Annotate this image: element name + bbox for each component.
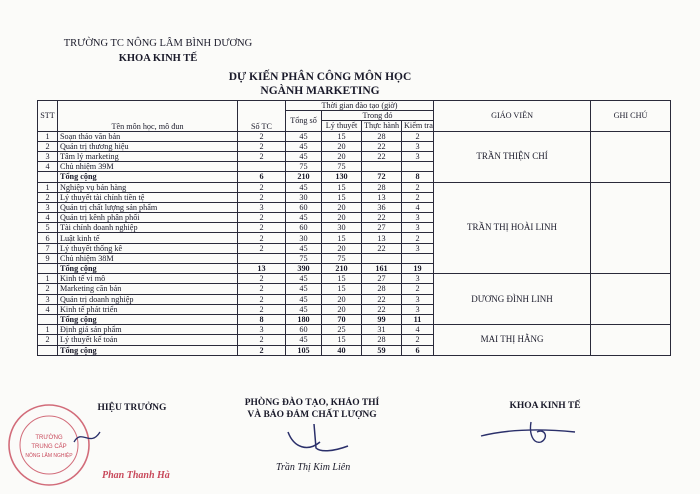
note-cell bbox=[591, 182, 671, 274]
cell-credits: 2 bbox=[238, 274, 286, 284]
total-stt bbox=[38, 345, 58, 355]
faculty-signature bbox=[475, 414, 595, 454]
cell-practice: 27 bbox=[362, 274, 402, 284]
total-practice: 59 bbox=[362, 345, 402, 355]
title-line-2: NGÀNH MARKETING bbox=[260, 85, 380, 97]
cell-exam: 3 bbox=[402, 304, 434, 314]
cell-credits bbox=[238, 253, 286, 263]
table-body bbox=[38, 131, 671, 355]
cell-stt: 6 bbox=[38, 233, 58, 243]
cell-theory: 15 bbox=[322, 335, 362, 345]
cell-credits: 2 bbox=[238, 141, 286, 151]
cell-stt: 1 bbox=[38, 274, 58, 284]
note-cell bbox=[591, 131, 671, 182]
cell-subject: Marketing căn bản bbox=[58, 284, 238, 294]
cell-total: 45 bbox=[286, 141, 322, 151]
teacher-name: TRẦN THIỆN CHÍ bbox=[434, 131, 591, 182]
document-title bbox=[180, 70, 460, 98]
total-hours: 210 bbox=[286, 172, 322, 182]
table-row bbox=[38, 325, 671, 335]
total-theory: 40 bbox=[322, 345, 362, 355]
total-theory: 210 bbox=[322, 264, 362, 274]
cell-credits: 2 bbox=[238, 151, 286, 161]
cell-subject: Chủ nhiệm 38M bbox=[58, 253, 238, 263]
cell-credits: 2 bbox=[238, 223, 286, 233]
cell-exam: 3 bbox=[402, 223, 434, 233]
cell-total: 45 bbox=[286, 182, 322, 192]
stamp-line-3: NÔNG LÂM NGHIỆP bbox=[25, 453, 73, 459]
note-cell bbox=[591, 274, 671, 325]
cell-theory: 30 bbox=[322, 223, 362, 233]
training-office-line-2: VÀ BẢO ĐẢM CHẤT LƯỢNG bbox=[247, 410, 377, 420]
cell-total: 45 bbox=[286, 243, 322, 253]
cell-subject: Kinh tế phát triển bbox=[58, 304, 238, 314]
cell-total: 30 bbox=[286, 233, 322, 243]
cell-total: 45 bbox=[286, 274, 322, 284]
cell-subject: Kinh tế vi mô bbox=[58, 274, 238, 284]
cell-practice: 22 bbox=[362, 141, 402, 151]
cell-exam: 3 bbox=[402, 294, 434, 304]
cell-theory: 75 bbox=[322, 162, 362, 172]
cell-stt: 2 bbox=[38, 284, 58, 294]
total-stt bbox=[38, 264, 58, 274]
cell-credits: 2 bbox=[238, 294, 286, 304]
cell-credits: 2 bbox=[238, 213, 286, 223]
stamp-line-1: TRƯỜNG bbox=[35, 435, 63, 441]
cell-total: 45 bbox=[286, 294, 322, 304]
cell-theory: 20 bbox=[322, 141, 362, 151]
cell-subject: Quản trị doanh nghiệp bbox=[58, 294, 238, 304]
total-stt bbox=[38, 172, 58, 182]
cell-subject: Quản trị thương hiệu bbox=[58, 141, 238, 151]
header-subject: Tên môn học, mô đun bbox=[58, 101, 238, 132]
cell-subject: Chủ nhiệm 39M bbox=[58, 162, 238, 172]
cell-total: 60 bbox=[286, 202, 322, 212]
cell-stt: 2 bbox=[38, 141, 58, 151]
cell-theory: 15 bbox=[322, 182, 362, 192]
total-label: Tổng cộng bbox=[58, 264, 238, 274]
cell-exam: 2 bbox=[402, 335, 434, 345]
cell-total: 45 bbox=[286, 335, 322, 345]
total-exam: 11 bbox=[402, 314, 434, 324]
cell-exam bbox=[402, 162, 434, 172]
cell-exam: 2 bbox=[402, 284, 434, 294]
assignment-table bbox=[37, 100, 671, 356]
header-exam: Kiểm tra bbox=[402, 121, 434, 131]
cell-practice: 22 bbox=[362, 304, 402, 314]
header-practice: Thực hành bbox=[362, 121, 402, 131]
table-row bbox=[38, 274, 671, 284]
total-credits: 2 bbox=[238, 345, 286, 355]
cell-stt: 7 bbox=[38, 243, 58, 253]
cell-subject: Lý thuyết tài chính tiền tệ bbox=[58, 192, 238, 202]
teacher-name: DƯƠNG ĐÌNH LINH bbox=[434, 274, 591, 325]
cell-subject: Tâm lý marketing bbox=[58, 151, 238, 161]
cell-theory: 25 bbox=[322, 325, 362, 335]
total-theory: 130 bbox=[322, 172, 362, 182]
cell-theory: 20 bbox=[322, 294, 362, 304]
cell-stt: 5 bbox=[38, 223, 58, 233]
header-note: GHI CHÚ bbox=[591, 101, 671, 132]
cell-total: 60 bbox=[286, 223, 322, 233]
total-credits: 6 bbox=[238, 172, 286, 182]
cell-subject: Nghiệp vụ bán hàng bbox=[58, 182, 238, 192]
cell-practice: 22 bbox=[362, 294, 402, 304]
cell-subject: Định giá sản phẩm bbox=[58, 325, 238, 335]
cell-total: 60 bbox=[286, 325, 322, 335]
total-practice: 72 bbox=[362, 172, 402, 182]
cell-subject: Quản trị kênh phân phối bbox=[58, 213, 238, 223]
cell-stt: 4 bbox=[38, 304, 58, 314]
faculty-signature-title: KHOA KINH TẾ bbox=[509, 401, 581, 411]
cell-practice: 22 bbox=[362, 213, 402, 223]
cell-practice: 13 bbox=[362, 192, 402, 202]
cell-practice: 22 bbox=[362, 243, 402, 253]
cell-exam: 2 bbox=[402, 182, 434, 192]
header-of-which: Trong đó bbox=[322, 111, 434, 121]
cell-practice bbox=[362, 162, 402, 172]
cell-credits: 2 bbox=[238, 131, 286, 141]
faculty-name: KHOA KINH TẾ bbox=[118, 53, 198, 64]
total-label: Tổng cộng bbox=[58, 172, 238, 182]
cell-subject: Tài chính doanh nghiệp bbox=[58, 223, 238, 233]
cell-subject: Quản trị chất lượng sản phẩm bbox=[58, 202, 238, 212]
document-header bbox=[58, 36, 258, 66]
cell-theory: 15 bbox=[322, 233, 362, 243]
cell-total: 30 bbox=[286, 192, 322, 202]
cell-theory: 20 bbox=[322, 304, 362, 314]
principal-name: Phan Thanh Hà bbox=[102, 470, 170, 481]
total-credits: 8 bbox=[238, 314, 286, 324]
cell-total: 75 bbox=[286, 253, 322, 263]
total-hours: 180 bbox=[286, 314, 322, 324]
total-practice: 161 bbox=[362, 264, 402, 274]
total-stt bbox=[38, 314, 58, 324]
cell-exam: 2 bbox=[402, 131, 434, 141]
cell-stt: 9 bbox=[38, 253, 58, 263]
total-exam: 6 bbox=[402, 345, 434, 355]
header-time: Thời gian đào tạo (giờ) bbox=[286, 101, 434, 111]
cell-practice: 22 bbox=[362, 151, 402, 161]
principal-title: HIỆU TRƯỞNG bbox=[97, 403, 167, 413]
school-name: TRƯỜNG TC NÔNG LÂM BÌNH DƯƠNG bbox=[63, 38, 253, 49]
cell-credits: 3 bbox=[238, 202, 286, 212]
cell-credits: 2 bbox=[238, 304, 286, 314]
cell-total: 45 bbox=[286, 213, 322, 223]
cell-stt: 1 bbox=[38, 325, 58, 335]
cell-exam: 3 bbox=[402, 243, 434, 253]
cell-theory: 15 bbox=[322, 131, 362, 141]
total-exam: 19 bbox=[402, 264, 434, 274]
header-stt: STT bbox=[38, 101, 58, 132]
cell-theory: 20 bbox=[322, 243, 362, 253]
cell-exam: 3 bbox=[402, 141, 434, 151]
table-row bbox=[38, 182, 671, 192]
total-hours: 105 bbox=[286, 345, 322, 355]
cell-theory: 15 bbox=[322, 284, 362, 294]
cell-theory: 15 bbox=[322, 274, 362, 284]
cell-theory: 20 bbox=[322, 151, 362, 161]
cell-stt: 3 bbox=[38, 202, 58, 212]
teacher-name: TRẦN THỊ HOÀI LINH bbox=[434, 182, 591, 274]
cell-stt: 2 bbox=[38, 192, 58, 202]
cell-total: 45 bbox=[286, 151, 322, 161]
cell-stt: 1 bbox=[38, 131, 58, 141]
total-theory: 70 bbox=[322, 314, 362, 324]
training-officer-name: Trần Thị Kim Liên bbox=[276, 462, 351, 473]
header-teacher: GIÁO VIÊN bbox=[434, 101, 591, 132]
cell-exam: 2 bbox=[402, 233, 434, 243]
cell-subject: Lý thuyết thống kê bbox=[58, 243, 238, 253]
stamp-line-2: TRUNG CẤP bbox=[31, 444, 67, 450]
cell-stt: 4 bbox=[38, 213, 58, 223]
cell-subject: Lý thuyết kế toán bbox=[58, 335, 238, 345]
cell-theory: 20 bbox=[322, 213, 362, 223]
cell-stt: 2 bbox=[38, 335, 58, 345]
cell-exam: 3 bbox=[402, 151, 434, 161]
cell-practice: 31 bbox=[362, 325, 402, 335]
cell-practice: 28 bbox=[362, 182, 402, 192]
teacher-name: MAI THỊ HẰNG bbox=[434, 325, 591, 356]
cell-credits: 2 bbox=[238, 182, 286, 192]
total-hours: 390 bbox=[286, 264, 322, 274]
cell-total: 75 bbox=[286, 162, 322, 172]
cell-practice: 28 bbox=[362, 284, 402, 294]
cell-theory: 15 bbox=[322, 192, 362, 202]
cell-practice: 13 bbox=[362, 233, 402, 243]
cell-exam bbox=[402, 253, 434, 263]
cell-exam: 4 bbox=[402, 202, 434, 212]
cell-stt: 3 bbox=[38, 294, 58, 304]
training-signature bbox=[280, 418, 370, 458]
cell-total: 45 bbox=[286, 131, 322, 141]
cell-theory: 75 bbox=[322, 253, 362, 263]
header-credits: Số TC bbox=[238, 101, 286, 132]
training-office-line-1: PHÒNG ĐÀO TẠO, KHẢO THÍ bbox=[244, 398, 380, 408]
cell-total: 45 bbox=[286, 284, 322, 294]
header-total-hours: Tổng số bbox=[286, 111, 322, 131]
table-row bbox=[38, 131, 671, 141]
cell-stt: 3 bbox=[38, 151, 58, 161]
principal-signature bbox=[70, 422, 110, 452]
total-exam: 8 bbox=[402, 172, 434, 182]
cell-credits: 2 bbox=[238, 233, 286, 243]
cell-credits: 2 bbox=[238, 284, 286, 294]
total-label: Tổng cộng bbox=[58, 314, 238, 324]
cell-practice: 28 bbox=[362, 335, 402, 345]
cell-exam: 3 bbox=[402, 274, 434, 284]
cell-stt: 1 bbox=[38, 182, 58, 192]
cell-exam: 2 bbox=[402, 192, 434, 202]
cell-subject: Soạn thảo văn bản bbox=[58, 131, 238, 141]
total-practice: 99 bbox=[362, 314, 402, 324]
cell-exam: 4 bbox=[402, 325, 434, 335]
cell-credits: 2 bbox=[238, 335, 286, 345]
cell-practice: 27 bbox=[362, 223, 402, 233]
cell-practice: 28 bbox=[362, 131, 402, 141]
total-credits: 13 bbox=[238, 264, 286, 274]
cell-practice: 36 bbox=[362, 202, 402, 212]
cell-stt: 4 bbox=[38, 162, 58, 172]
cell-credits: 3 bbox=[238, 325, 286, 335]
cell-theory: 20 bbox=[322, 202, 362, 212]
title-line-1: DỰ KIẾN PHÂN CÔNG MÔN HỌC bbox=[228, 71, 412, 83]
cell-exam: 3 bbox=[402, 213, 434, 223]
cell-practice bbox=[362, 253, 402, 263]
cell-credits: 2 bbox=[238, 243, 286, 253]
note-cell bbox=[591, 325, 671, 356]
header-theory: Lý thuyết bbox=[322, 121, 362, 131]
total-label: Tổng cộng bbox=[58, 345, 238, 355]
cell-credits bbox=[238, 162, 286, 172]
cell-total: 45 bbox=[286, 304, 322, 314]
cell-subject: Luật kinh tế bbox=[58, 233, 238, 243]
cell-credits: 2 bbox=[238, 192, 286, 202]
